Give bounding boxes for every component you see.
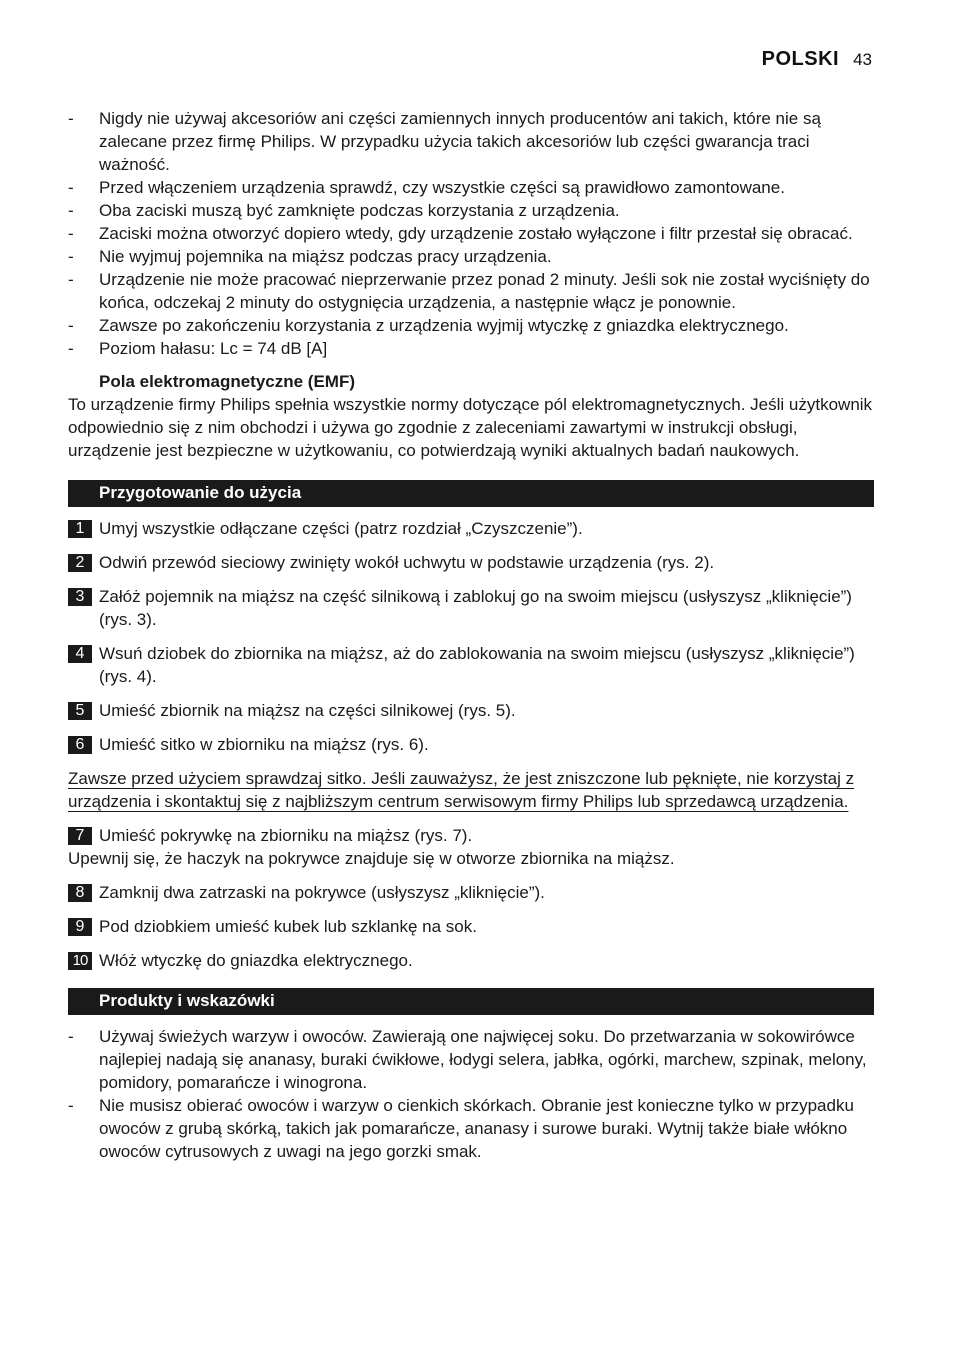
step-number: 4	[68, 645, 92, 663]
step-text: Umieść pokrywkę na zbiorniku na miąższ (rys. 7).	[99, 826, 473, 845]
step-number: 8	[68, 884, 92, 902]
step-number: 7	[68, 827, 92, 845]
step-text: Wsuń dziobek do zbiornika na miąższ, aż do zablokowania na swoim miejscu (usłyszysz „kliknięcie”) (rys. 4).	[99, 644, 855, 686]
step-number: 2	[68, 554, 92, 572]
preparation-steps	[68, 517, 874, 756]
list-item: - Urządzenie nie może pracować nieprzerwanie przez ponad 2 minuty. Jeśli sok nie został wyciśnięty do końca, odczekaj 2 minuty do ostygnięcia urządzenia, a następnie włącz je ponownie.	[68, 268, 874, 314]
emf-heading: Pola elektromagnetyczne (EMF)	[99, 372, 356, 391]
step-item	[68, 642, 874, 688]
step-item	[68, 551, 874, 574]
list-item: - Nie wyjmuj pojemnika na miąższ podczas pracy urządzenia.	[68, 245, 874, 268]
step-item	[68, 949, 874, 972]
step-item	[68, 733, 874, 756]
emf-text: To urządzenie firmy Philips spełnia wszystkie normy dotyczące pól elektromagnetycznych. Jeśli użytkownik odpowiednio się z nim obchodzi i używa go zgodnie z zaleceniami zawartymi w instrukcji obsługi, urządzenie jest bezpieczne w użytkowaniu, co potwierdzają wyniki aktualnych badań naukowych.	[68, 395, 873, 460]
step-text: Umyj wszystkie odłączane części (patrz rozdział „Czyszczenie”).	[99, 519, 583, 538]
list-item: - Nigdy nie używaj akcesoriów ani części zamiennych innych producentów ani takich, które nie są zalecane przez firmę Philips. W przypadku użycia takich akcesoriów lub części gwarancja traci ważność.	[68, 107, 874, 176]
step-item	[68, 585, 874, 631]
step-number: 10	[68, 952, 92, 970]
step-item	[68, 824, 874, 847]
step-item	[68, 915, 874, 938]
step-item	[68, 517, 874, 540]
page-header	[762, 48, 872, 71]
step-text: Zamknij dwa zatrzaski na pokrywce (usłyszysz „kliknięcie”).	[99, 883, 545, 902]
warning-text: Zawsze przed użyciem sprawdzaj sitko. Jeśli zauważysz, że jest zniszczone lub pęknięte, nie korzystaj z urządzenia i skontaktuj się z najbliższym centrum serwisowym firmy Philips lub sprzedawcą urządzenia.	[68, 769, 855, 811]
step-item	[68, 881, 874, 904]
step-number: 3	[68, 588, 92, 606]
step-text: Pod dziobkiem umieść kubek lub szklankę na sok.	[99, 917, 477, 936]
list-item: - Poziom hałasu: Lc = 74 dB [A]	[68, 337, 874, 360]
language-label: POLSKI	[761, 48, 840, 70]
step-number: 9	[68, 918, 92, 936]
step-text: Załóż pojemnik na miąższ na część silnikową i zablokuj go na swoim miejscu (usłyszysz „kliknięcie”) (rys. 3).	[99, 587, 852, 629]
list-item: - Oba zaciski muszą być zamknięte podczas korzystania z urządzenia.	[68, 199, 874, 222]
step-text: Umieść zbiornik na miąższ na części silnikowej (rys. 5).	[99, 701, 516, 720]
step-text: Włóż wtyczkę do gniazdka elektrycznego.	[99, 951, 413, 970]
step-text: Umieść sitko w zbiorniku na miąższ (rys. 6).	[99, 735, 429, 754]
section-title-preparation: Przygotowanie do użycia	[68, 480, 874, 507]
step-number: 5	[68, 702, 92, 720]
list-item: - Zaciski można otworzyć dopiero wtedy, gdy urządzenie zostało wyłączone i filtr przestał się obracać.	[68, 222, 874, 245]
page-content	[68, 107, 874, 1163]
safety-list	[68, 107, 874, 360]
step-text: Odwiń przewód sieciowy zwinięty wokół uchwytu w podstawie urządzenia (rys. 2).	[99, 553, 715, 572]
list-item: - Nie musisz obierać owoców i warzyw o cienkich skórkach. Obranie jest konieczne tylko w przypadku owoców z grubą skórką, takich jak pomarańcze, ananasy i surowe buraki. Wytnij także białe włókno owoców cytrusowych z uwagi na jego gorzki smak.	[68, 1094, 874, 1163]
page-number: 43	[853, 50, 872, 69]
section-title-tips: Produkty i wskazówki	[68, 988, 874, 1015]
list-item: - Zawsze po zakończeniu korzystania z urządzenia wyjmij wtyczkę z gniazdka elektrycznego.	[68, 314, 874, 337]
tips-list	[68, 1025, 874, 1163]
step-number: 6	[68, 736, 92, 754]
step-item	[68, 699, 874, 722]
step-number: 1	[68, 520, 92, 538]
list-item: - Przed włączeniem urządzenia sprawdź, czy wszystkie części są prawidłowo zamontowane.	[68, 176, 874, 199]
list-item: - Używaj świeżych warzyw i owoców. Zawierają one najwięcej soku. Do przetwarzania w sokowirówce najlepiej nadają się ananasy, buraki ćwikłowe, łodygi selera, jabłka, ogórki, marchew, szpinak, melony, pomidory, pomarańcze i winogrona.	[68, 1025, 874, 1094]
step-note: Upewnij się, że haczyk na pokrywce znajduje się w otworze zbiornika na miąższ.	[68, 849, 675, 868]
